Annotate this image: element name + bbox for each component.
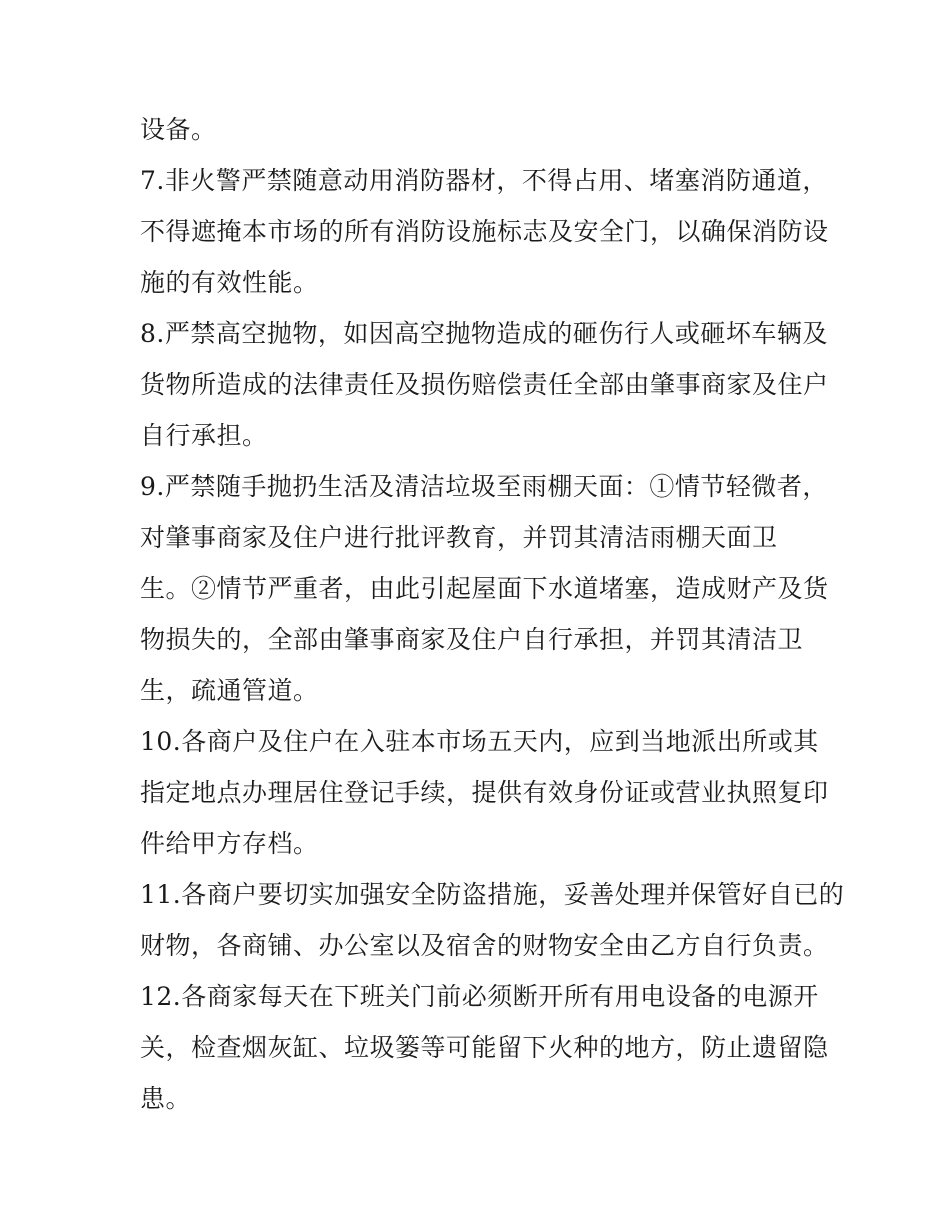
text-line: 施的有效性能。 [140,268,319,297]
text-line: 指定地点办理居住登记手续，提供有效身份证或营业执照复印 [140,778,829,807]
text-line: 生，疏通管道。 [140,676,319,705]
text-line: 关，检查烟灰缸、垃圾篓等可能留下火种的地方，防止遗留隐 [140,1033,829,1062]
text-line: 9.严禁随手抛扔生活及清洁垃圾至雨棚天面：①情节轻微者， [140,472,828,501]
text-line: 7.非火警严禁随意动用消防器材，不得占用、堵塞消防通道， [140,166,828,195]
text-line: 12.各商家每天在下班关门前必须断开所有用电设备的电源开 [140,982,819,1011]
text-line: 生。②情节严重者，由此引起屋面下水道堵塞，造成财产及货 [140,574,829,603]
text-line: 财物，各商铺、办公室以及宿舍的财物安全由乙方自行负责。 [140,931,829,960]
text-line: 设备。 [140,115,217,144]
text-line: 自行承担。 [140,421,268,450]
text-line: 对肇事商家及住户进行批评教育，并罚其清洁雨棚天面卫 [140,523,778,552]
text-line: 不得遮掩本市场的所有消防设施标志及安全门，以确保消防设 [140,217,829,246]
text-line: 8.严禁高空抛物，如因高空抛物造成的砸伤行人或砸坏车辆及 [140,319,828,348]
text-line: 物损失的，全部由肇事商家及住户自行承担，并罚其清洁卫 [140,625,804,654]
text-line: 10.各商户及住户在入驻本市场五天内，应到当地派出所或其 [140,727,819,756]
text-line: 11.各商户要切实加强安全防盗措施，妥善处理并保管好自已的 [140,880,845,909]
text-line: 患。 [140,1084,192,1113]
text-line: 货物所造成的法律责任及损伤赔偿责任全部由肇事商家及住户 [140,370,829,399]
text-line: 件给甲方存档。 [140,829,319,858]
